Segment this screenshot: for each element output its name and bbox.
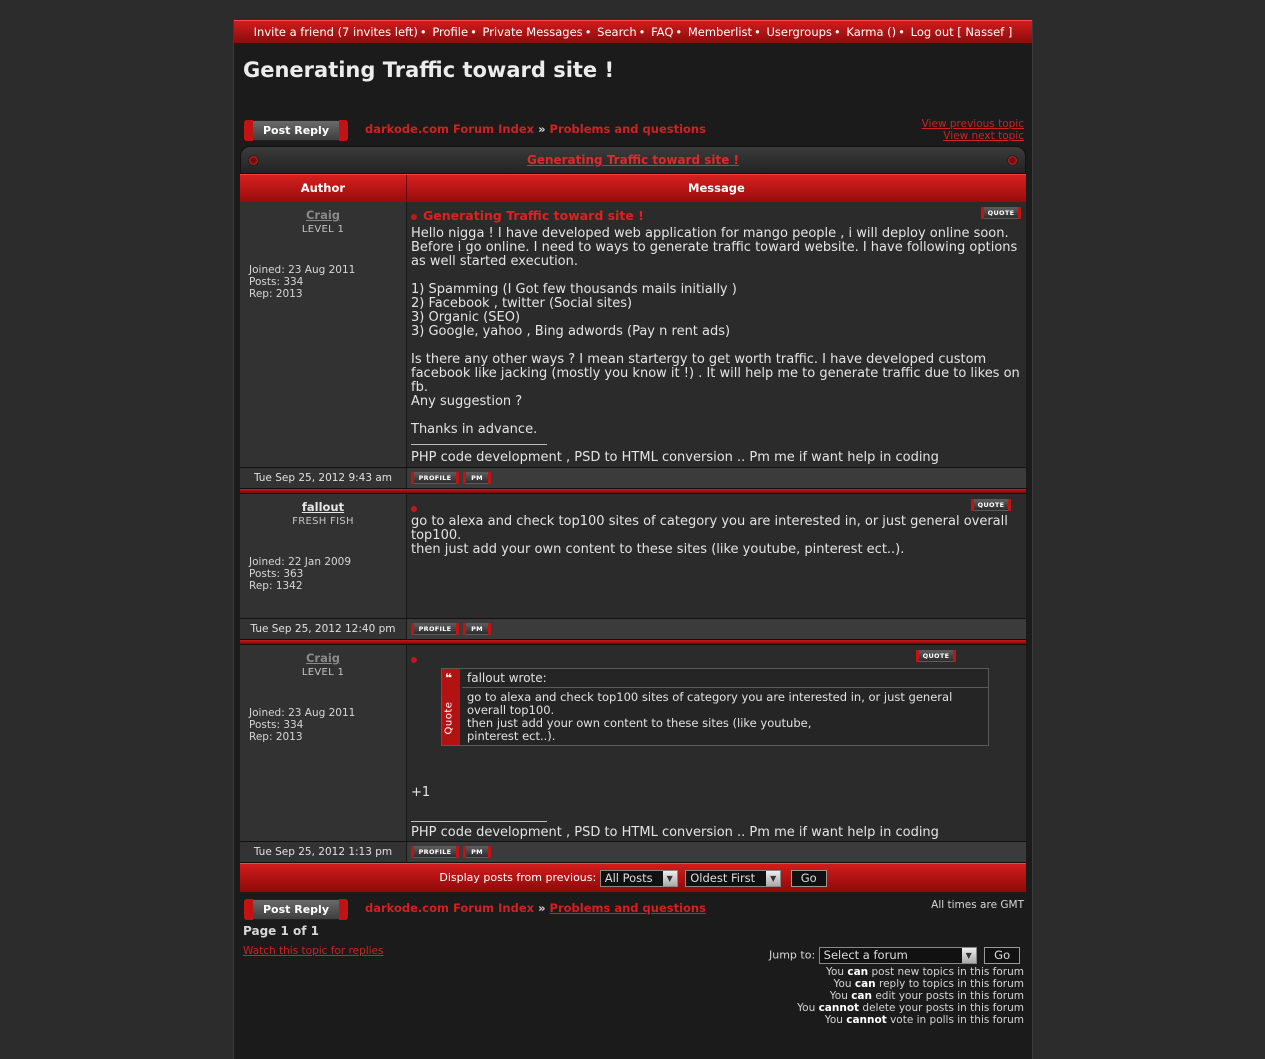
permission-line: You cannot delete your posts in this forum — [797, 1002, 1024, 1014]
nav-logout[interactable]: Log out [ Nassef ] — [910, 25, 1013, 39]
post-footer — [240, 468, 1026, 489]
post-message-panel — [407, 645, 1026, 841]
post-date: Tue Sep 25, 2012 9:43 am — [240, 468, 407, 488]
post-bullet-icon — [411, 506, 417, 512]
quote-tab-label: Quote — [443, 701, 455, 735]
nav-separator: • — [419, 25, 427, 39]
jump-to-label: Jump to: — [769, 948, 816, 962]
post-row — [240, 494, 1026, 619]
post-actions — [407, 842, 1026, 862]
topic-caption — [240, 146, 1026, 174]
post-reply-button-bottom[interactable]: Post Reply — [244, 899, 348, 920]
nav-usergroups[interactable]: Usergroups — [766, 25, 832, 39]
post-footer — [240, 842, 1026, 863]
nav-separator: • — [833, 25, 841, 39]
post-author-joined: Joined: 23 Aug 2011 — [249, 707, 356, 719]
post-message-panel — [407, 494, 1026, 618]
posts-period-value: All Posts — [604, 870, 653, 885]
nav-separator: • — [898, 25, 905, 39]
jump-forum-value: Select a forum — [823, 948, 908, 962]
breadcrumb-forum[interactable]: Problems and questions — [549, 122, 706, 136]
profile-button[interactable]: PROFILE — [411, 846, 459, 858]
jump-to-control — [769, 947, 1020, 964]
nav-private-messages[interactable]: Private Messages — [482, 25, 583, 39]
quote-tab — [442, 669, 460, 745]
top-navigation — [234, 20, 1032, 44]
posts-period-select[interactable] — [600, 870, 678, 887]
page-container — [233, 20, 1033, 1059]
pm-button[interactable]: PM — [463, 472, 491, 484]
post-row — [240, 202, 1026, 468]
post-bullet-icon — [411, 214, 417, 220]
nav-separator: • — [470, 25, 477, 39]
post-actions — [407, 619, 1026, 639]
quote-button[interactable]: QUOTE — [916, 650, 956, 662]
topic-navigation — [922, 118, 1024, 142]
post-author-rank: LEVEL 1 — [301, 224, 345, 235]
nav-invite[interactable]: Invite a friend (7 invites left) — [253, 25, 418, 39]
post-author-name[interactable]: Craig — [305, 208, 341, 222]
nav-faq[interactable]: FAQ — [651, 25, 674, 39]
forum-permissions — [797, 966, 1024, 1026]
post-body: go to alexa and check top100 sites of category you are interested in, or just general overall top100. then just add your own content to these sites (like youtube, pinterest ect..). — [411, 514, 1008, 557]
post-bullet-icon — [411, 657, 417, 663]
view-previous-topic-link[interactable]: View previous topic — [921, 118, 1024, 130]
page-count: Page 1 of 1 — [243, 924, 319, 938]
sort-order-value: Oldest First — [690, 870, 756, 885]
post-author-posts: Posts: 363 — [249, 568, 304, 580]
post-body: +1 — [411, 785, 431, 800]
pm-button[interactable]: PM — [463, 846, 491, 858]
breadcrumb-forum[interactable]: Problems and questions — [549, 901, 706, 915]
nav-separator: • — [584, 25, 592, 39]
display-label: Display posts from previous: — [439, 871, 597, 884]
profile-button[interactable]: PROFILE — [411, 623, 459, 635]
post-reply-button[interactable]: Post Reply — [244, 120, 348, 141]
signature-divider — [411, 444, 547, 445]
chevron-down-icon: ▼ — [962, 948, 976, 963]
post-message-panel — [407, 202, 1026, 467]
breadcrumb-arrow: » — [538, 122, 546, 136]
breadcrumb — [365, 122, 706, 136]
post-signature: PHP code development , PSD to HTML conversion .. Pm me if want help in coding — [411, 450, 939, 465]
post-date: Tue Sep 25, 2012 12:40 pm — [240, 619, 407, 639]
profile-button[interactable]: PROFILE — [411, 472, 459, 484]
post-row — [240, 645, 1026, 842]
nav-separator: • — [638, 25, 646, 39]
table-header — [240, 174, 1026, 202]
post-author-name[interactable]: Craig — [305, 651, 341, 665]
post-author-posts: Posts: 334 — [249, 719, 304, 731]
permission-line: You can reply to topics in this forum — [833, 978, 1024, 990]
timezone-note: All times are GMT — [931, 899, 1024, 911]
post-author-info — [249, 264, 355, 300]
post-author-rep: Rep: 1342 — [249, 580, 303, 592]
post-author-rank: LEVEL 1 — [301, 667, 345, 678]
watch-topic-link[interactable]: Watch this topic for replies — [243, 945, 384, 957]
post-subject — [411, 652, 423, 666]
post-author-rank: FRESH FISH — [292, 516, 354, 527]
author-column-header: Author — [300, 181, 346, 195]
display-go-button[interactable]: Go — [791, 870, 827, 887]
post-author-joined: Joined: 23 Aug 2011 — [249, 264, 356, 276]
breadcrumb-bottom — [365, 901, 706, 915]
nav-profile[interactable]: Profile — [432, 25, 469, 39]
post-subject-text: Generating Traffic toward site ! — [423, 208, 644, 223]
post-body: Hello nigga ! I have developed web application for mango people , i will deploy online soon. Before i go online. I need to ways to generate traffic toward website. I have following options as well started execution. 1) Spamming (I Got few thousands mails initially ) 2) Facebook , twitter (Social sites) 3) Organic (SEO) 3) Google, yahoo , Bing adwords (Pay n rent ads) Is there any other ways ? I mean startergy to get worth traffic. I have developed custom facebook like jacking (mostly you know it !) . It will help me to generate traffic due to likes on fb. Any suggestion ? Thanks in advance. — [411, 226, 1020, 437]
post-subject — [411, 501, 423, 515]
nav-search[interactable]: Search — [597, 25, 637, 39]
post-author-info — [249, 556, 351, 592]
breadcrumb-forum-index[interactable]: darkode.com Forum Index — [365, 901, 535, 915]
quote-button[interactable]: QUOTE — [981, 207, 1021, 219]
post-author-panel — [240, 494, 407, 618]
chevron-down-icon: ▼ — [766, 871, 780, 886]
quote-text: go to alexa and check top100 sites of category you are interested in, or just general overall top100. then just add your own content to these sites (like youtube, pinterest ect..). — [467, 690, 953, 743]
sort-order-select[interactable] — [685, 870, 781, 887]
post-signature: PHP code development , PSD to HTML conversion .. Pm me if want help in coding — [411, 825, 939, 840]
topic-caption-link[interactable]: Generating Traffic toward site ! — [526, 153, 740, 167]
post-author-rep: Rep: 2013 — [249, 731, 303, 743]
nav-karma[interactable]: Karma () — [846, 25, 897, 39]
post-actions — [407, 468, 1026, 488]
topic-table — [240, 146, 1026, 892]
post-author-info — [249, 707, 355, 743]
quote-block — [441, 668, 989, 746]
breadcrumb-arrow: » — [538, 901, 546, 915]
post-date: Tue Sep 25, 2012 1:13 pm — [240, 842, 407, 862]
post-author-posts: Posts: 334 — [249, 276, 304, 288]
post-author-rep: Rep: 2013 — [249, 288, 303, 300]
quote-mark-icon: ❝ — [445, 671, 453, 685]
post-author-panel — [240, 645, 407, 841]
quote-author: fallout wrote: — [462, 669, 988, 688]
permission-line: You can edit your posts in this forum — [829, 990, 1024, 1002]
post-author-panel — [240, 202, 407, 467]
corner-dot-icon — [248, 155, 259, 166]
jump-go-button[interactable]: Go — [984, 947, 1020, 964]
post-subject — [411, 209, 644, 223]
breadcrumb-forum-index[interactable]: darkode.com Forum Index — [365, 122, 535, 136]
quote-button[interactable]: QUOTE — [971, 499, 1011, 511]
message-column-header: Message — [406, 175, 1026, 202]
view-next-topic-link[interactable]: View next topic — [943, 130, 1024, 142]
chevron-down-icon: ▼ — [663, 871, 677, 886]
nav-separator: • — [675, 25, 683, 39]
signature-divider — [411, 821, 547, 822]
jump-forum-select[interactable] — [819, 947, 977, 964]
display-options-bar — [240, 863, 1026, 892]
post-footer — [240, 619, 1026, 640]
nav-separator: • — [754, 25, 761, 39]
page-title: Generating Traffic toward site ! — [243, 58, 615, 82]
permission-line: You can post new topics in this forum — [825, 966, 1024, 978]
nav-memberlist[interactable]: Memberlist — [687, 25, 753, 39]
pm-button[interactable]: PM — [463, 623, 491, 635]
post-author-joined: Joined: 22 Jan 2009 — [249, 556, 352, 568]
corner-dot-icon — [1007, 155, 1018, 166]
permission-line: You cannot vote in polls in this forum — [824, 1014, 1024, 1026]
post-author-name[interactable]: fallout — [301, 500, 345, 514]
